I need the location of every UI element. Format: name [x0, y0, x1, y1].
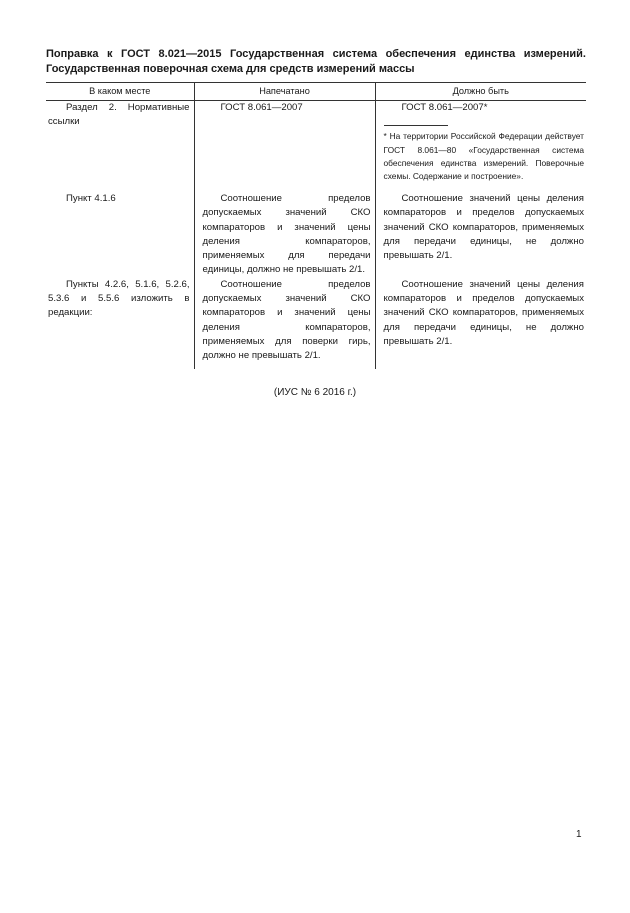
document-title: Поправка к ГОСТ 8.021—2015 Государственная система обеспечения единства измерений. Государственная поверочная схема для средств измерений массы: [46, 48, 586, 75]
cell-should-be: Соотношение значений цены деления компараторов и пределов допускаемых значений СКО компараторов, применяемых для передачи единицы, не должно превышать 2/1.: [375, 278, 586, 369]
cell-should-be: ГОСТ 8.061—2007* * На территории Российской Федерации действует ГОСТ 8.061—80 «Государственная система обеспечения единства измерений. Поверочные схемы. Содержание и построение».: [375, 101, 586, 193]
cell-should-be: Соотношение значений цены деления компараторов и пределов допускаемых значений СКО компараторов, применяемых для передачи единицы, не должно превышать 2/1.: [375, 192, 586, 278]
cell-location: Раздел 2. Нормативные ссылки: [48, 102, 190, 128]
header-should-be: Должно быть: [375, 83, 586, 101]
header-location: В каком месте: [46, 83, 194, 101]
page-number: 1: [576, 829, 582, 840]
cell-location: Пункты 4.2.6, 5.1.6, 5.2.6, 5.3.6 и 5.5.6 изложить в редакции:: [48, 278, 190, 319]
footnote: * На территории Российской Федерации действует ГОСТ 8.061—80 «Государственная система обеспечения единства измерений. Поверочные схемы. Содержание и построение».: [383, 131, 584, 182]
table-row: [46, 278, 586, 369]
header-printed: Напечатано: [194, 83, 375, 101]
footnote-divider: [384, 125, 448, 126]
corrections-table: [46, 82, 586, 369]
cell-location: Пункт 4.1.6: [66, 193, 116, 204]
cell-printed: Соотношение пределов допускаемых значений СКО компараторов и значений цены деления компараторов, применяемых для передачи единицы, должно не превышать 2/1.: [194, 192, 375, 278]
table-header-row: [46, 83, 586, 101]
table-row: [46, 192, 586, 278]
publication-source: (ИУС № 6 2016 г.): [273, 387, 357, 398]
cell-printed: Соотношение пределов допускаемых значений СКО компараторов и значений цены деления компараторов, применяемых для поверки гирь, должно не превышать 2/1.: [194, 278, 375, 369]
cell-printed: ГОСТ 8.061—2007: [194, 101, 375, 193]
table-row: [46, 101, 586, 193]
